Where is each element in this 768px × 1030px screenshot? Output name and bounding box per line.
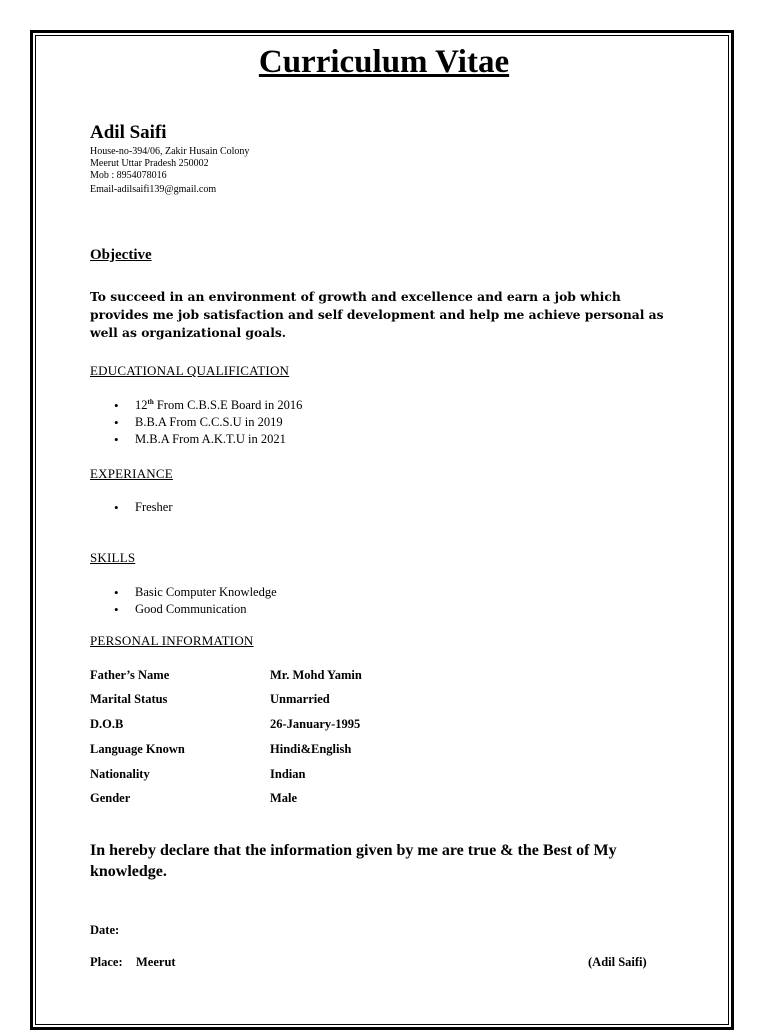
marital-status-label: Marital Status: [90, 692, 168, 706]
education-item: • M.B.A From A.K.T.U in 2021: [90, 431, 302, 448]
education-list: [90, 397, 302, 448]
document-title: Curriculum Vitae: [258, 44, 510, 80]
fathers-name-value: Mr. Mohd Yamin: [270, 668, 362, 682]
objective-text: To succeed in an environment of growth and excellence and earn a job which provides me job satisfaction and self development and help me achieve personal as well as organizational goals.: [90, 289, 664, 340]
education-item: • B.B.A From C.C.S.U in 2019: [90, 414, 302, 431]
signature-name: (Adil Saifi): [588, 955, 647, 969]
applicant-name: Adil Saifi: [90, 122, 167, 143]
experience-item: • Fresher: [90, 499, 173, 516]
education-heading: EDUCATIONAL QUALIFICATION: [90, 363, 290, 378]
skills-list: [90, 584, 277, 618]
skills-item: • Good Communication: [90, 601, 277, 618]
fathers-name-label: Father’s Name: [90, 668, 170, 682]
address-line-2: Meerut Uttar Pradesh 250002: [90, 158, 209, 169]
skills-heading: SKILLS: [90, 550, 136, 565]
marital-status-value: Unmarried: [270, 692, 330, 706]
dob-label: D.O.B: [90, 717, 124, 731]
dob-value: 26-January-1995: [270, 717, 361, 731]
declaration-text: In hereby declare that the information given by me are true & the Best of My knowledge.: [90, 842, 617, 880]
experience-list: [90, 499, 173, 516]
gender-label: Gender: [90, 791, 131, 805]
objective-heading: Objective: [90, 247, 152, 263]
nationality-value: Indian: [270, 767, 306, 781]
email-address: Email-adilsaifi139@gmail.com: [90, 184, 217, 195]
place-label: Place:: [90, 955, 123, 969]
skills-item: • Basic Computer Knowledge: [90, 584, 277, 601]
language-value: Hindi&English: [270, 742, 352, 756]
gender-value: Male: [270, 791, 298, 805]
address-line-1: House-no-394/06, Zakir Husain Colony: [90, 146, 250, 157]
date-label: Date:: [90, 923, 120, 937]
education-item: • 12th From C.B.S.E Board in 2016: [90, 397, 302, 414]
personal-info-heading: PERSONAL INFORMATION: [90, 633, 254, 648]
experience-heading: EXPERIANCE: [90, 466, 173, 481]
nationality-label: Nationality: [90, 767, 150, 781]
place-value: Meerut: [136, 955, 176, 969]
mobile-number: Mob : 8954078016: [90, 170, 167, 181]
language-label: Language Known: [90, 742, 185, 756]
